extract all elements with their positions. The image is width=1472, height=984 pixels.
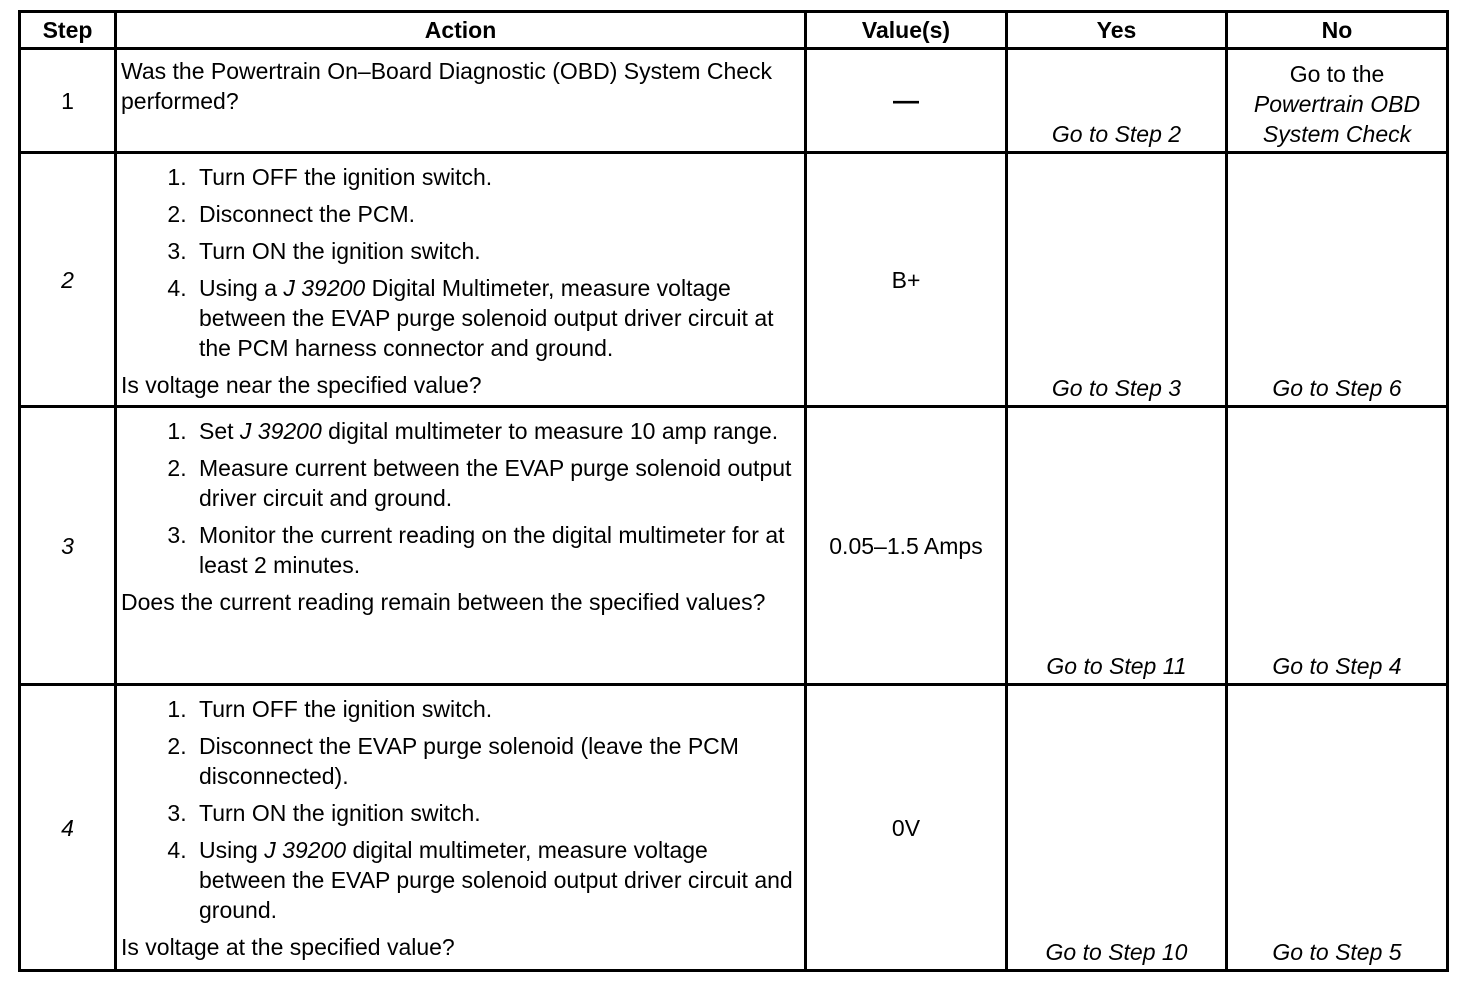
step-number: 3 [20,407,116,685]
action-steps-list [121,416,798,580]
action-question: Does the current reading remain between the specified values? [121,589,766,615]
no-cell: Go to Step 6 [1227,153,1448,407]
action-text: digital multimeter to measure 10 amp range. [321,418,779,444]
action-step: 2. Disconnect the EVAP purge solenoid (leave the PCM disconnected). [193,731,798,791]
diagnostic-table-sheet [18,10,1446,972]
yes-cell: Go to Step 2 [1007,49,1227,153]
action-text: Using [199,837,265,863]
action-cell [116,49,806,153]
header-yes: Yes [1007,12,1227,49]
action-steps-list [121,162,798,363]
tool-reference: J 39200 [264,837,347,863]
yes-cell: Go to Step 10 [1007,685,1227,971]
action-text: Set [199,418,240,444]
diagnostic-table [18,10,1449,972]
table-row [20,407,1448,685]
step-number: 4 [20,685,116,971]
action-step: 1. Turn OFF the ignition switch. [193,162,798,192]
no-target-line-2: System Check [1262,121,1412,147]
action-step: 3. Turn ON the ignition switch. [193,798,798,828]
header-action: Action [116,12,806,49]
table-row [20,49,1448,153]
action-text: digital multimeter, measure voltage between the EVAP purge solenoid output driver circuit and ground. [199,837,793,923]
action-cell [116,407,806,685]
no-cell [1227,49,1448,153]
action-text: Digital Multimeter, measure voltage between the EVAP purge solenoid output driver circuit at the PCM harness connector and ground. [199,275,774,361]
action-question: Is voltage at the specified value? [121,934,455,960]
action-step: 2. Measure current between the EVAP purge solenoid output driver circuit and ground. [193,453,798,513]
no-target-line-1: Powertrain OBD [1253,91,1421,117]
header-values: Value(s) [806,12,1007,49]
value-cell [806,49,1007,153]
header-step: Step [20,12,116,49]
yes-cell: Go to Step 3 [1007,153,1227,407]
no-cell: Go to Step 4 [1227,407,1448,685]
action-question: Is voltage near the specified value? [121,372,482,398]
no-prefix: Go to the [1289,61,1385,87]
no-cell: Go to Step 5 [1227,685,1448,971]
header-no: No [1227,12,1448,49]
step-number: 1 [20,49,116,153]
action-step [193,835,798,925]
action-question: Was the Powertrain On–Board Diagnostic (OBD) System Check performed? [121,58,773,114]
value-cell: 0V [806,685,1007,971]
action-step: 3. Monitor the current reading on the digital multimeter for at least 2 minutes. [193,520,798,580]
action-text: Using a [199,275,284,301]
action-cell [116,685,806,971]
value-cell: B+ [806,153,1007,407]
table-row [20,685,1448,971]
table-row [20,153,1448,407]
yes-cell: Go to Step 11 [1007,407,1227,685]
action-steps-list [121,694,798,925]
action-cell [116,153,806,407]
action-step [193,416,798,446]
tool-reference: J 39200 [239,418,322,444]
header-row [20,12,1448,49]
action-step: 3. Turn ON the ignition switch. [193,236,798,266]
action-step: 1. Turn OFF the ignition switch. [193,694,798,724]
action-step [193,273,798,363]
value-cell: 0.05–1.5 Amps [806,407,1007,685]
tool-reference: J 39200 [283,275,366,301]
value-dash: — [893,85,919,115]
action-step: 2. Disconnect the PCM. [193,199,798,229]
step-number: 2 [20,153,116,407]
